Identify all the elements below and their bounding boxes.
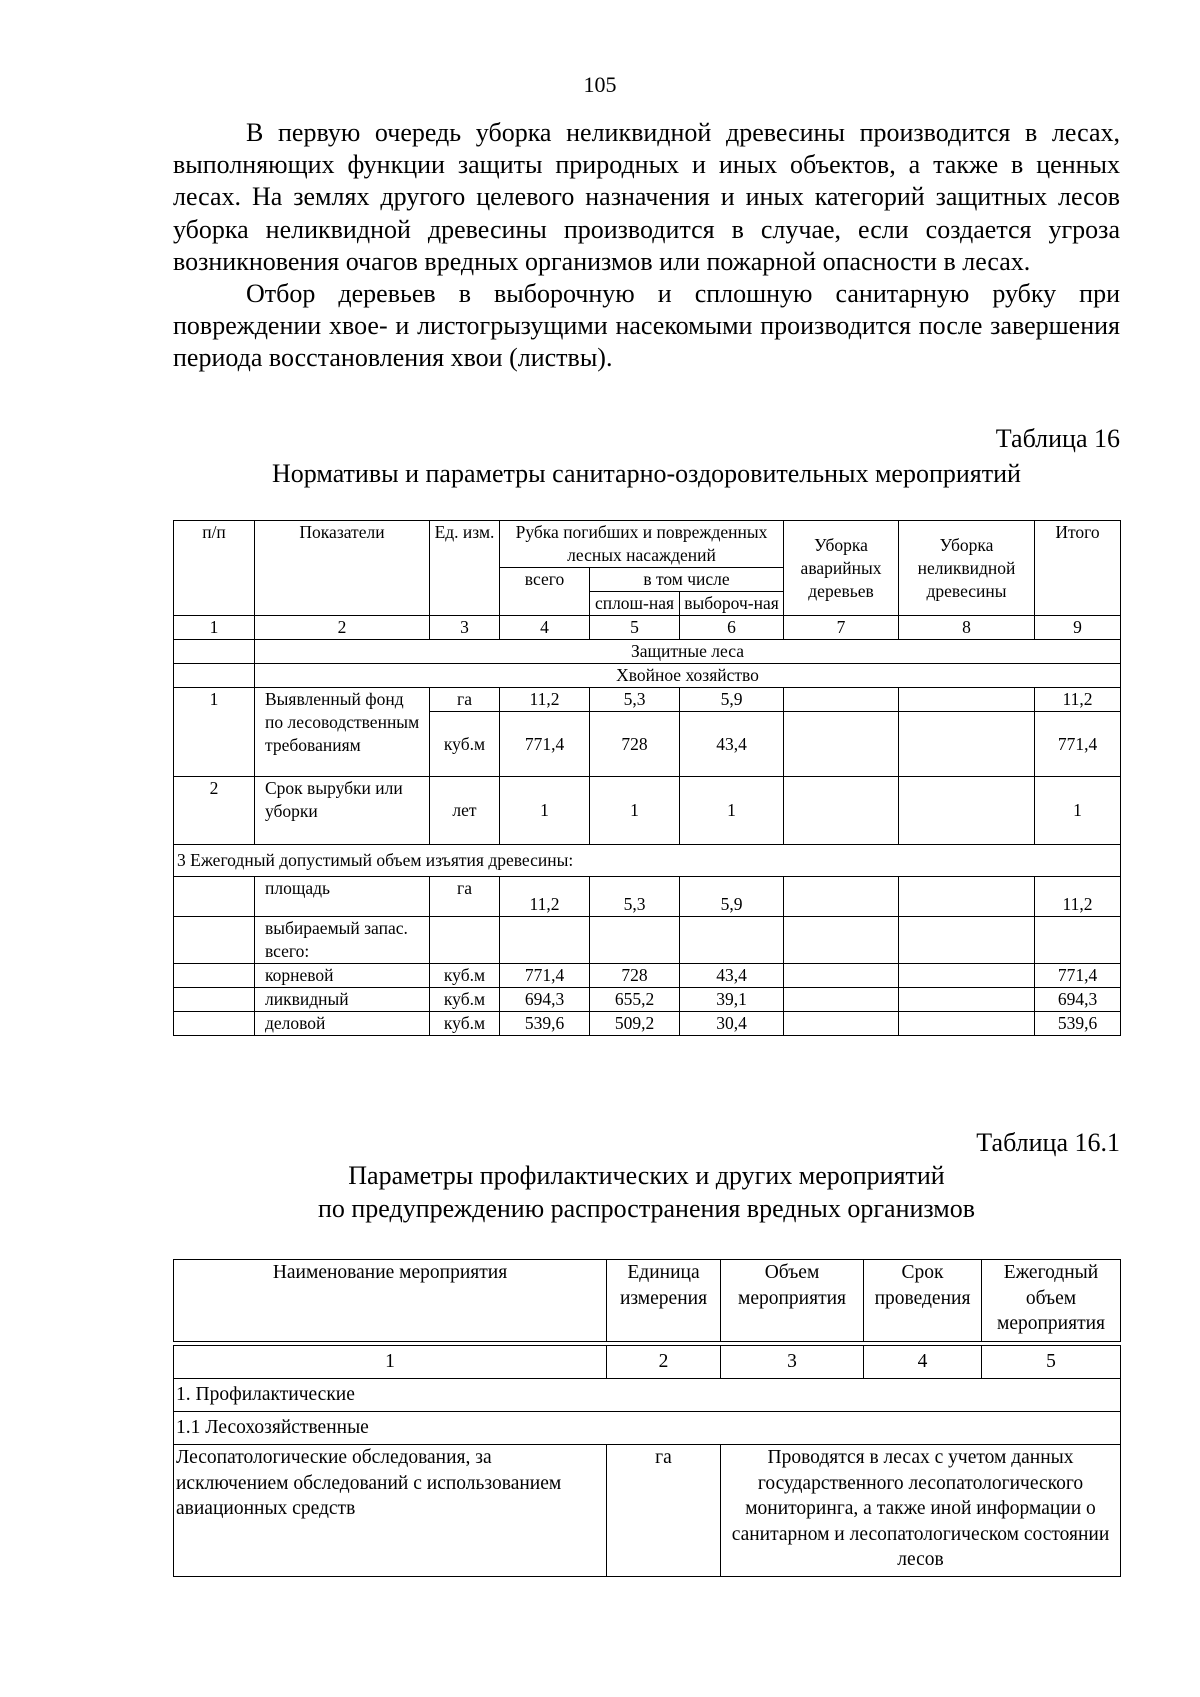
row-1-sum-ha: 11,2: [1035, 688, 1121, 712]
empty-cell: [430, 917, 500, 964]
col-number: 3: [430, 616, 500, 640]
row-2-clear: 1: [590, 777, 680, 845]
business-unit: куб.м: [430, 1012, 500, 1036]
empty-cell: [899, 917, 1035, 964]
empty-cell: [784, 917, 899, 964]
area-sum: 11,2: [1035, 877, 1121, 917]
section-protective-forests: Защитные леса: [255, 640, 1121, 664]
table-16-title: Нормативы и параметры санитарно-оздоровительных мероприятий: [272, 459, 1021, 488]
empty-cell: [784, 964, 899, 988]
row-1-unit: га: [607, 1445, 721, 1577]
table-16-1-title-line-1: Параметры профилактических и других мероприятий: [348, 1161, 945, 1190]
row-2-unit: лет: [430, 777, 500, 845]
table-16-1-title: [173, 1159, 1120, 1225]
empty-cell: [174, 917, 255, 964]
body-text: [173, 117, 1120, 375]
paragraph-1: В первую очередь уборка неликвидной древесины производится в лесах, выполняющих функции защиты природных и иных объектов, а также в ценных лесах. На землях другого целевого назначения и иных категорий защитных лесов уборка неликвидной древесины производится в случае, если создается угроза возникновения очагов вредных организмов или пожарной опасности в лесах.: [173, 118, 1120, 276]
header-volume: Объем мероприятия: [721, 1260, 864, 1342]
business-clear: 509,2: [590, 1012, 680, 1036]
row-1-num: 1: [174, 688, 255, 777]
row-1-sum-m3: 771,4: [1035, 712, 1121, 777]
section-coniferous: Хвойное хозяйство: [255, 664, 1121, 688]
row-2-illiquid: [899, 777, 1035, 845]
row-1-selective-ha: 5,9: [680, 688, 784, 712]
row-2-sum: 1: [1035, 777, 1121, 845]
row-3-title: 3 Ежегодный допустимый объем изъятия древесины:: [174, 845, 1121, 877]
empty-cell: [784, 877, 899, 917]
table-16-1: [173, 1259, 1121, 1577]
liquid-selective: 39,1: [680, 988, 784, 1012]
row-1-clear-ha: 5,3: [590, 688, 680, 712]
row-2-emergency: [784, 777, 899, 845]
row-1-clear-m3: 728: [590, 712, 680, 777]
col-number: 2: [607, 1346, 721, 1379]
liquid-sum: 694,3: [1035, 988, 1121, 1012]
col-number: 5: [982, 1346, 1121, 1379]
area-unit: га: [430, 877, 500, 917]
empty-cell: [680, 917, 784, 964]
section-forestry: 1.1 Лесохозяйственные: [174, 1412, 1121, 1445]
table-16-label: Таблица 16: [995, 424, 1120, 453]
area-selective: 5,9: [680, 877, 784, 917]
header-grand-total: Итого: [1035, 521, 1121, 616]
liquid-unit: куб.м: [430, 988, 500, 1012]
root-sum: 771,4: [1035, 964, 1121, 988]
row-1-illiquid-m3: [899, 712, 1035, 777]
empty-cell: [899, 964, 1035, 988]
col-number: 7: [784, 616, 899, 640]
header-activity-name: Наименование мероприятия: [174, 1260, 607, 1342]
business-total: 539,6: [500, 1012, 590, 1036]
empty-cell: [1035, 917, 1121, 964]
empty-cell: [174, 877, 255, 917]
empty-cell: [590, 917, 680, 964]
col-number: 6: [680, 616, 784, 640]
area-total: 11,2: [500, 877, 590, 917]
header-total: всего: [500, 568, 590, 616]
header-unit: Единица измерения: [607, 1260, 721, 1342]
empty-cell: [174, 640, 255, 664]
row-1-unit-ha: га: [430, 688, 500, 712]
row-1-total-m3: 771,4: [500, 712, 590, 777]
row-1-emergency-ha: [784, 688, 899, 712]
header-clear: сплош-ная: [590, 592, 680, 616]
area-name: площадь: [255, 877, 430, 917]
col-number: 8: [899, 616, 1035, 640]
business-name: деловой: [255, 1012, 430, 1036]
row-2-total: 1: [500, 777, 590, 845]
row-1-total-ha: 11,2: [500, 688, 590, 712]
root-total: 771,4: [500, 964, 590, 988]
stock-name: выбираемый запас. всего:: [255, 917, 430, 964]
col-number: 3: [721, 1346, 864, 1379]
col-number: 1: [174, 1346, 607, 1379]
empty-cell: [899, 1012, 1035, 1036]
header-including: в том числе: [590, 568, 784, 592]
col-number: 2: [255, 616, 430, 640]
row-1-emergency-m3: [784, 712, 899, 777]
empty-cell: [174, 964, 255, 988]
col-number: 4: [864, 1346, 982, 1379]
empty-cell: [784, 988, 899, 1012]
root-clear: 728: [590, 964, 680, 988]
col-number: 1: [174, 616, 255, 640]
liquid-name: ликвидный: [255, 988, 430, 1012]
row-1-illiquid-ha: [899, 688, 1035, 712]
row-1-unit-m3: куб.м: [430, 712, 500, 777]
table-16-1-label: Таблица 16.1: [976, 1128, 1120, 1157]
area-clear: 5,3: [590, 877, 680, 917]
empty-cell: [174, 1012, 255, 1036]
table-16: [173, 520, 1121, 1036]
header-term: Срок проведения: [864, 1260, 982, 1342]
business-selective: 30,4: [680, 1012, 784, 1036]
empty-cell: [174, 664, 255, 688]
header-annual-volume: Ежегодный объем мероприятия: [982, 1260, 1121, 1342]
col-number: 5: [590, 616, 680, 640]
empty-cell: [500, 917, 590, 964]
empty-cell: [899, 877, 1035, 917]
row-2-name: Срок вырубки или уборки: [255, 777, 430, 845]
header-num: п/п: [174, 521, 255, 616]
header-illiquid: Уборка неликвидной древесины: [899, 521, 1035, 616]
col-number: 9: [1035, 616, 1121, 640]
liquid-total: 694,3: [500, 988, 590, 1012]
root-unit: куб.м: [430, 964, 500, 988]
page-number: 105: [583, 72, 617, 97]
header-emergency: Уборка аварийных деревьев: [784, 521, 899, 616]
row-2-num: 2: [174, 777, 255, 845]
root-name: корневой: [255, 964, 430, 988]
row-1-note: Проводятся в лесах с учетом данных государственного лесопатологического мониторинга, а также иной информации о санитарном и лесопатологическом состоянии лесов: [721, 1445, 1121, 1577]
section-preventive: 1. Профилактические: [174, 1379, 1121, 1412]
col-number: 4: [500, 616, 590, 640]
empty-cell: [784, 1012, 899, 1036]
header-felling: Рубка погибших и поврежденных лесных насаждений: [500, 521, 784, 568]
liquid-clear: 655,2: [590, 988, 680, 1012]
row-1-selective-m3: 43,4: [680, 712, 784, 777]
header-indicators: Показатели: [255, 521, 430, 616]
row-2-selective: 1: [680, 777, 784, 845]
empty-cell: [899, 988, 1035, 1012]
header-selective: выбороч-ная: [680, 592, 784, 616]
header-unit: Ед. изм.: [430, 521, 500, 616]
root-selective: 43,4: [680, 964, 784, 988]
business-sum: 539,6: [1035, 1012, 1121, 1036]
table-16-1-title-line-2: по предупреждению распространения вредных организмов: [317, 1194, 976, 1223]
row-1-activity-name: Лесопатологические обследования, за исключением обследований с использованием авиационных средств: [174, 1445, 607, 1577]
paragraph-2: Отбор деревьев в выборочную и сплошную санитарную рубку при повреждении хвое- и листогрызущими насекомыми производится после завершения периода восстановления хвои (листвы).: [173, 279, 1120, 373]
empty-cell: [174, 988, 255, 1012]
row-1-name: Выявленный фонд по лесоводственным требованиям: [255, 688, 430, 777]
